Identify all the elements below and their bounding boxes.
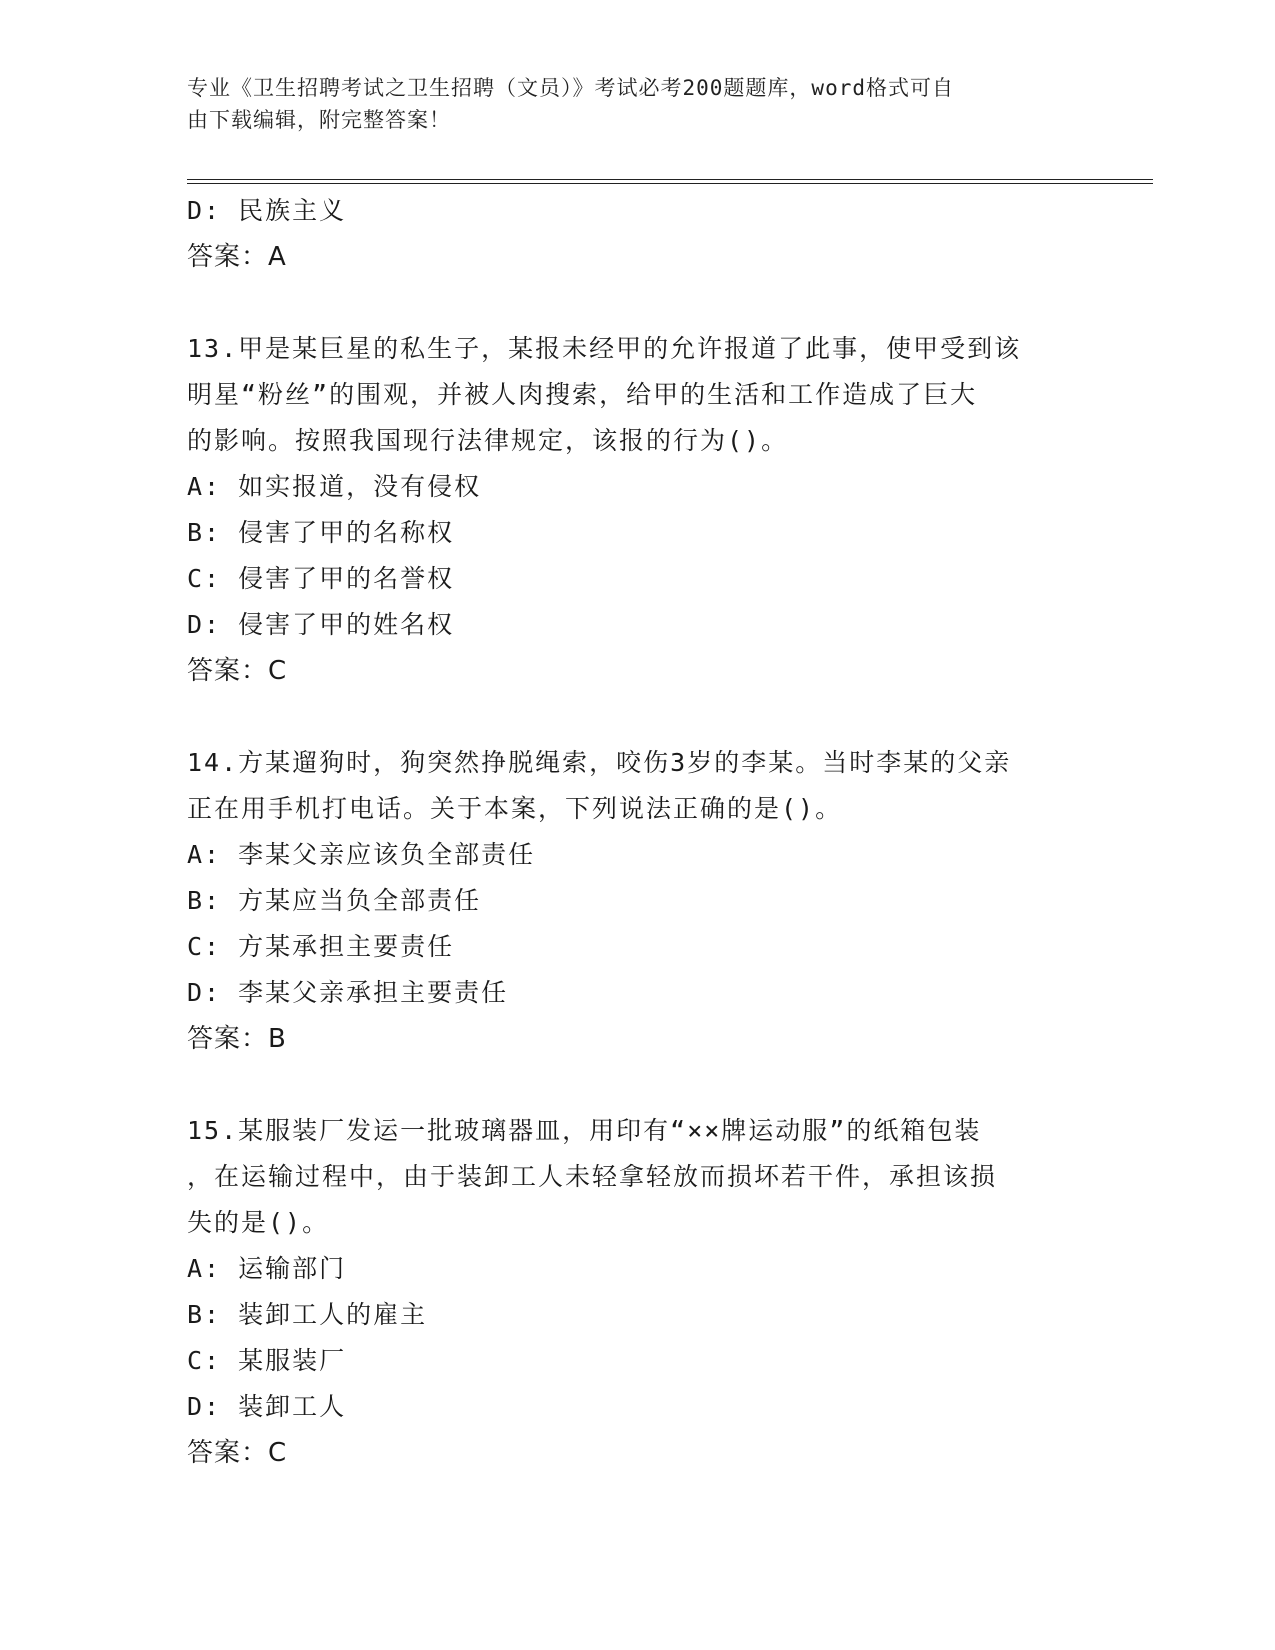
question-list: [187, 188, 1087, 1476]
answer-line: 答案：C: [187, 1438, 288, 1468]
option-b: B: 方某应当负全部责任: [187, 886, 482, 915]
question-text: 明星“粉丝”的围观，并被人肉搜索，给甲的生活和工作造成了巨大: [187, 380, 978, 409]
question-block-14: [187, 740, 1087, 1062]
header-line: 专业《卫生招聘考试之卫生招聘（文员）》考试必考200题题库，word格式可自: [187, 76, 954, 100]
option-c: C: 某服装厂: [187, 1346, 347, 1375]
question-text: ，在运输过程中，由于装卸工人未轻拿轻放而损坏若干件，承担该损: [187, 1162, 998, 1191]
answer-line: 答案：C: [187, 656, 288, 686]
header-divider: [187, 183, 1153, 184]
question-block-15: [187, 1108, 1087, 1476]
question-block-prev: [187, 188, 1087, 280]
question-text: 失的是()。: [187, 1208, 330, 1237]
document-header: [187, 72, 1067, 136]
option-d: D: 民族主义: [187, 196, 347, 225]
question-block-13: [187, 326, 1087, 694]
option-d: D: 装卸工人: [187, 1392, 347, 1421]
option-a: A: 李某父亲应该负全部责任: [187, 840, 536, 869]
answer-line: 答案：B: [187, 1024, 287, 1054]
option-a: A: 如实报道，没有侵权: [187, 472, 482, 501]
question-text: 13.甲是某巨星的私生子，某报未经甲的允许报道了此事，使甲受到该: [187, 334, 1022, 363]
option-a: A: 运输部门: [187, 1254, 347, 1283]
header-line: 由下载编辑，附完整答案！: [187, 108, 451, 132]
option-d: D: 侵害了甲的姓名权: [187, 610, 455, 639]
option-d: D: 李某父亲承担主要责任: [187, 978, 509, 1007]
question-text: 14.方某遛狗时，狗突然挣脱绳索，咬伤3岁的李某。当时李某的父亲: [187, 748, 1012, 777]
question-text: 正在用手机打电话。关于本案，下列说法正确的是()。: [187, 794, 843, 823]
question-text: 的影响。按照我国现行法律规定，该报的行为()。: [187, 426, 789, 455]
option-c: C: 侵害了甲的名誉权: [187, 564, 455, 593]
answer-line: 答案：A: [187, 242, 287, 272]
question-text: 15.某服装厂发运一批玻璃器皿，用印有“××牌运动服”的纸箱包装: [187, 1116, 982, 1145]
header-divider: [187, 179, 1153, 180]
option-b: B: 侵害了甲的名称权: [187, 518, 455, 547]
option-b: B: 装卸工人的雇主: [187, 1300, 428, 1329]
option-c: C: 方某承担主要责任: [187, 932, 455, 961]
